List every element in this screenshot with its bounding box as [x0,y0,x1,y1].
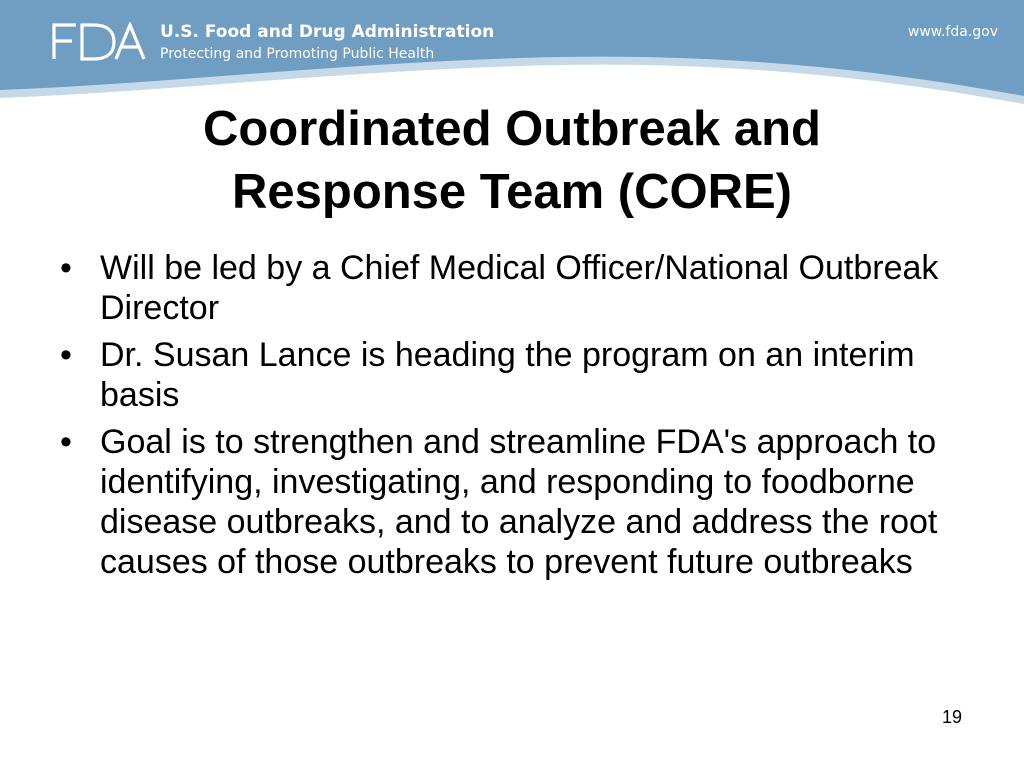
bullet-list [58,248,968,589]
bullet-item [58,248,968,328]
agency-name: U.S. Food and Drug Administration [160,22,495,42]
slide-title-line-2: Response Team (CORE) [232,165,792,219]
agency-tagline: Protecting and Promoting Public Health [160,46,435,62]
page-number: 19 [941,707,962,727]
bullet-text: Will be led by a Chief Medical Officer/National Outbreak Director [100,249,939,327]
site-url: www.fda.gov [907,24,998,40]
header-banner [0,0,1024,110]
bullet-marker: • [60,336,72,374]
bullet-marker: • [60,249,72,287]
slide-title [60,98,964,224]
bullet-text: Dr. Susan Lance is heading the program on an interim basis [100,336,915,414]
bullet-item [58,335,968,415]
slide-title-line-1: Coordinated Outbreak and [202,102,821,156]
bullet-text: Goal is to strengthen and streamline FDA's approach to identifying, investigating, and responding to foodborne disease outbreaks, and to analyze and address the root causes of those outbreaks to prevent future outbreaks [100,423,938,581]
bullet-item [58,422,968,582]
bullet-marker: • [60,423,72,461]
fda-logo [50,22,146,62]
